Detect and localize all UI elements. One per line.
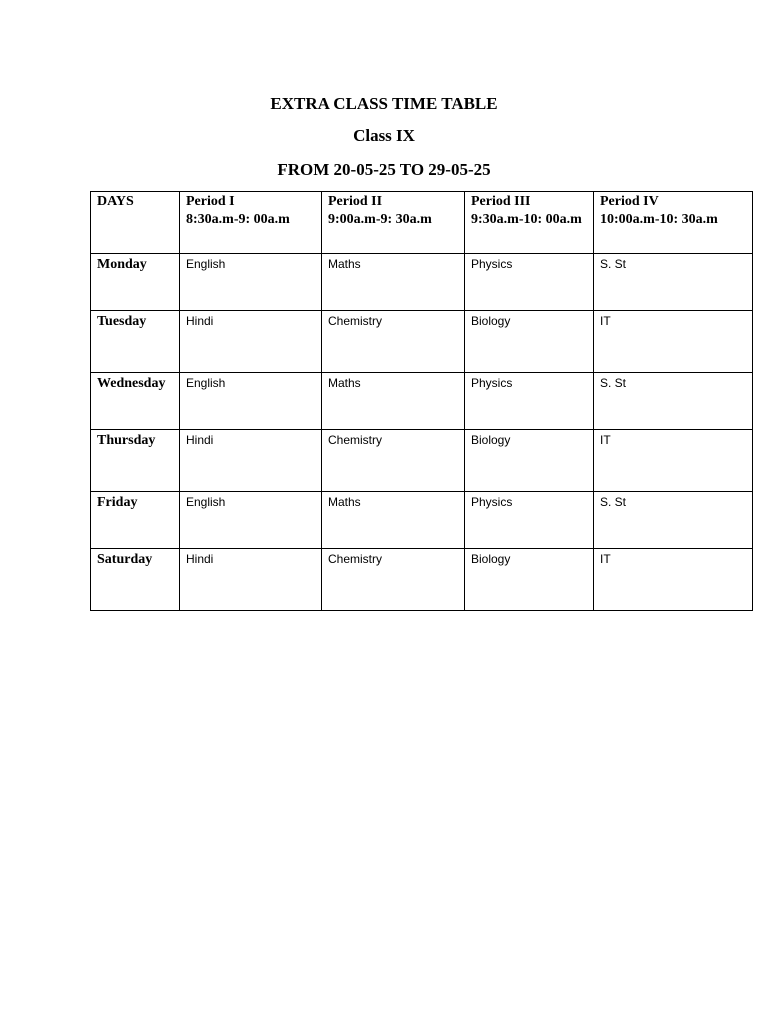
class-label: Class IX xyxy=(353,126,415,145)
subject-cell: Maths xyxy=(322,492,465,549)
subject-cell: Chemistry xyxy=(322,430,465,492)
timetable xyxy=(90,191,753,611)
period-name: Period IV xyxy=(600,194,659,209)
header-period-2 xyxy=(322,192,465,254)
header-period-1 xyxy=(180,192,322,254)
day-cell: Saturday xyxy=(91,549,180,611)
subject-cell: IT xyxy=(594,430,753,492)
subject-cell: English xyxy=(180,254,322,311)
table-row-tuesday xyxy=(91,311,753,373)
subject-cell: Hindi xyxy=(180,311,322,373)
period-time: 8:30a.m-9: 00a.m xyxy=(186,212,290,227)
header-days: DAYS xyxy=(91,192,180,254)
subject-cell: S. St xyxy=(594,254,753,311)
period-time: 9:00a.m-9: 30a.m xyxy=(328,212,432,227)
day-cell: Tuesday xyxy=(91,311,180,373)
subject-cell: Hindi xyxy=(180,430,322,492)
day-cell: Wednesday xyxy=(91,373,180,430)
table-row-thursday xyxy=(91,430,753,492)
day-cell: Friday xyxy=(91,492,180,549)
subject-cell: IT xyxy=(594,549,753,611)
header-period-4 xyxy=(594,192,753,254)
subject-cell: Chemistry xyxy=(322,549,465,611)
header-period-3 xyxy=(465,192,594,254)
period-name: Period II xyxy=(328,194,383,209)
document-title: EXTRA CLASS TIME TABLE xyxy=(270,94,498,113)
day-cell: Monday xyxy=(91,254,180,311)
subject-cell: IT xyxy=(594,311,753,373)
subject-cell: Biology xyxy=(465,430,594,492)
header-row xyxy=(91,192,753,254)
subject-cell: Physics xyxy=(465,373,594,430)
subject-cell: Chemistry xyxy=(322,311,465,373)
table-row-friday xyxy=(91,492,753,549)
subject-cell: Biology xyxy=(465,549,594,611)
table-row-monday xyxy=(91,254,753,311)
subject-cell: Physics xyxy=(465,254,594,311)
period-time: 9:30a.m-10: 00a.m xyxy=(471,212,582,227)
subject-cell: Hindi xyxy=(180,549,322,611)
table-row-saturday xyxy=(91,549,753,611)
subject-cell: S. St xyxy=(594,373,753,430)
table-row-wednesday xyxy=(91,373,753,430)
period-name: Period III xyxy=(471,194,531,209)
subject-cell: Biology xyxy=(465,311,594,373)
subject-cell: English xyxy=(180,373,322,430)
subject-cell: English xyxy=(180,492,322,549)
subject-cell: S. St xyxy=(594,492,753,549)
day-cell: Thursday xyxy=(91,430,180,492)
period-time: 10:00a.m-10: 30a.m xyxy=(600,212,718,227)
subject-cell: Physics xyxy=(465,492,594,549)
period-name: Period I xyxy=(186,194,235,209)
date-range: FROM 20-05-25 TO 29-05-25 xyxy=(277,160,491,179)
subject-cell: Maths xyxy=(322,373,465,430)
subject-cell: Maths xyxy=(322,254,465,311)
